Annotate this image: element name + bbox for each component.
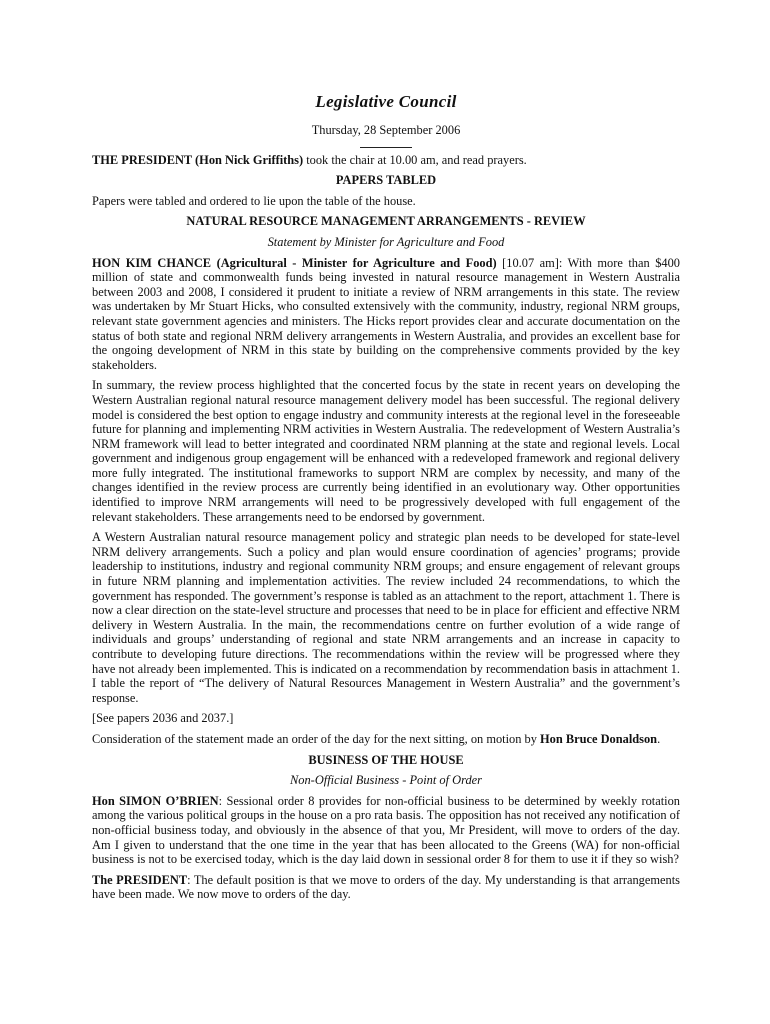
opening-speaker: THE PRESIDENT (Hon Nick Griffiths) <box>92 152 304 167</box>
nrm-paragraph-1-text: [10.07 am]: With more than $400 million of state and commonwealth funds being invested in natural resource management in Western Australia between 2003 and 2008, I considered it prudent to initiate a review of NRM arrangements in this state. The review was undertaken by Mr Stuart Hicks, who consulted extensively with the community, industry, regional NRM groups, relevant state government agencies and ministers. The Hicks report provides clear and accurate documentation on the status of both state and regional NRM delivery arrangements in Western Australia, and provides an excellent base for the ongoing development of NRM in this state by building on the comprehensive comments provided by the key stakeholders. <box>92 255 680 372</box>
opening-text: took the chair at 10.00 am, and read prayers. <box>303 152 527 167</box>
nrm-paragraph-3: A Western Australian natural resource management policy and strategic plan needs to be developed for state-level NRM delivery arrangements. Such a policy and plan would ensure coordination of agencies’ programs; provide leadership to institutions, industry and regional community NRM groups; and ensure engagement of relevant groups in future NRM planning and implementation activities. The review included 24 recommendations, to which the government has responded. The government’s response is tabled as an attachment to the report, attachment 1. There is now a clear direction on the state-level structure and processes that need to be in place for efficient and effective NRM delivery in Western Australia. In the main, the recommendations centre on further evolution of a wide range of individuals and groups’ understanding of regional and state NRM arrangements and an increase in capacity to contribute to developing future directions. The recommendations within the review will be progressed where they have not already been implemented. This is indicated on a recommendation by recommendation basis in attachment 1. I table the report of “The delivery of Natural Resources Management in Western Australia” and the government’s response. <box>92 530 680 705</box>
nrm-subheading: Statement by Minister for Agriculture and Food <box>267 234 505 249</box>
consideration-mover: Hon Bruce Donaldson <box>540 731 658 746</box>
business-paragraph-2-text: : The default position is that we move to orders of the day. My understanding is that arrangements have been made. We now move to orders of the day. <box>92 872 680 902</box>
papers-tabled-heading: PAPERS TABLED <box>335 173 437 188</box>
papers-tabled-text: Papers were tabled and ordered to lie upon the table of the house. <box>92 193 416 208</box>
papers-note: [See papers 2036 and 2037.] <box>92 711 234 726</box>
business-heading: BUSINESS OF THE HOUSE <box>308 752 464 767</box>
nrm-heading: NATURAL RESOURCE MANAGEMENT ARRANGEMENTS - REVIEW <box>186 214 586 229</box>
business-paragraph-1-text: : Sessional order 8 provides for non-official business to be determined by weekly rotation among the various political groups in the house on a pro rata basis. The opposition has not received any notification of non-official business today, and obviously in the absence of that you, Mr President, will move to orders of the day. Am I given to understand that the one time in the year that has been allocated to the Greens (WA) for non-official business is not to be exercised today, which is the day laid down in sessional order 8 for them to use it if they so wish? <box>92 793 680 867</box>
sitting-date: Thursday, 28 September 2006 <box>311 123 461 137</box>
business-speaker-2: The PRESIDENT <box>92 872 188 887</box>
nrm-paragraph-2: In summary, the review process highlighted that the concerted focus by the state in recent years on developing the Western Australian regional natural resource management delivery model has been successful. The regional delivery model is considered the best option to engage industry and community interests at the regional level in the foreseeable future for planning and implementing NRM activities in Western Australia. The redevelopment of Western Australia’s NRM framework will lead to better integrated and coordinated NRM planning at the state and regional levels. Local government and indigenous group engagement will be enhanced with a redeveloped framework and regional delivery more fully integrated. The institutional frameworks to support NRM are complex by necessity, and many of the changes identified in the review process are currently being identified in an evolutionary way. Other opportunities identified to improve NRM arrangements will need to be progressively developed with full engagement of the relevant stakeholders. These arrangements need to be endorsed by government. <box>92 378 680 524</box>
title-divider <box>360 147 412 148</box>
nrm-speaker: HON KIM CHANCE (Agricultural - Minister for Agriculture and Food) <box>92 255 497 270</box>
nrm-paragraph-1 <box>92 256 680 373</box>
business-subheading: Non-Official Business - Point of Order <box>290 773 482 788</box>
consideration-paragraph <box>92 732 680 747</box>
page-title: Legislative Council <box>315 92 457 111</box>
business-paragraph-1 <box>92 794 680 867</box>
opening-paragraph <box>92 153 680 168</box>
business-paragraph-2 <box>92 873 680 902</box>
business-speaker-1: Hon SIMON O’BRIEN <box>92 793 219 808</box>
consideration-text: Consideration of the statement made an order of the day for the next sitting, on motion by <box>92 731 541 746</box>
page-content <box>92 92 680 908</box>
consideration-end: . <box>657 731 661 746</box>
